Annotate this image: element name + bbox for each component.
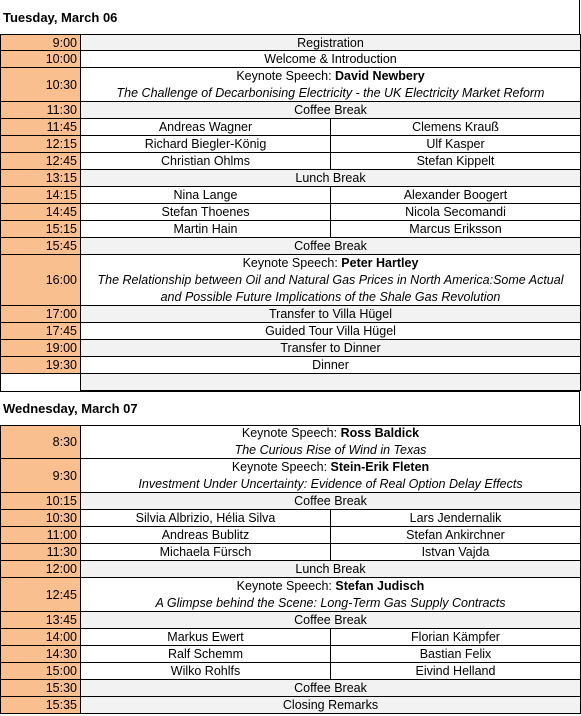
spacer-row — [0, 374, 581, 391]
time-cell: 15:30 — [0, 680, 81, 697]
keynote-speaker: David Newbery — [335, 68, 425, 83]
keynote-speaker: Stein-Erik Fleten — [330, 459, 430, 474]
session-left: Andreas Wagner — [81, 119, 331, 135]
session-right: Istvan Vajda — [421, 545, 490, 559]
time-cell: 13:45 — [0, 612, 81, 629]
session-right: Lars Jendernalik — [409, 511, 502, 525]
session-left: Markus Ewert — [81, 629, 331, 645]
event-cell: Coffee Break — [81, 680, 581, 697]
event-cell: Registration — [81, 34, 581, 51]
time-cell: 14:00 — [0, 629, 81, 646]
schedule-row — [0, 119, 581, 136]
time-cell: 12:45 — [0, 578, 81, 612]
schedule-row — [0, 170, 581, 187]
parallel-sessions — [81, 119, 581, 136]
keynote-block — [138, 459, 522, 493]
keynote-cell — [81, 578, 581, 612]
time-cell: 10:15 — [0, 493, 81, 510]
session-right: Florian Kämpfer — [411, 630, 500, 644]
keynote-line — [243, 255, 419, 272]
keynote-prefix: Keynote Speech: — [241, 426, 338, 440]
keynote-block — [156, 578, 506, 612]
keynote-cell — [81, 459, 581, 493]
keynote-title: A Glimpse behind the Scene: Long-Term Gas Supply Contracts — [155, 595, 506, 610]
time-cell: 12:45 — [0, 153, 81, 170]
keynote-prefix: Keynote Speech: — [242, 255, 338, 270]
event-cell: Coffee Break — [81, 612, 581, 629]
time-cell: 9:30 — [0, 459, 81, 493]
time-cell: 11:30 — [0, 544, 81, 561]
keynote-cell — [81, 68, 581, 102]
parallel-sessions — [81, 663, 581, 680]
schedule-row — [0, 187, 581, 204]
keynote-line — [237, 578, 425, 595]
session-right: Marcus Eriksson — [409, 222, 502, 236]
time-cell: 17:00 — [0, 306, 81, 323]
session-right: Bastian Felix — [419, 647, 492, 661]
parallel-sessions — [81, 646, 581, 663]
schedule-row — [0, 663, 581, 680]
schedule-row — [0, 612, 581, 629]
time-cell: 14:15 — [0, 187, 81, 204]
keynote-title-line2: and Possible Future Implications of the Shale Gas Revolution — [160, 289, 501, 304]
keynote-line — [236, 68, 424, 85]
keynote-prefix: Keynote Speech: — [236, 68, 332, 83]
schedule-row — [0, 680, 581, 697]
keynote-block — [235, 425, 427, 459]
keynote-prefix: Keynote Speech: — [231, 459, 328, 474]
session-left: Wilko Rohlfs — [81, 663, 331, 679]
event-cell: Guided Tour Villa Hügel — [81, 323, 581, 340]
session-pair — [81, 629, 580, 645]
time-cell: 10:30 — [0, 510, 81, 527]
schedule-row — [0, 323, 581, 340]
keynote-block — [98, 255, 564, 306]
session-right: Clemens Krauß — [412, 120, 499, 134]
session-right: Alexander Boogert — [403, 188, 508, 202]
time-cell: 14:30 — [0, 646, 81, 663]
session-right: Eivind Helland — [415, 664, 496, 678]
schedule-row — [0, 629, 581, 646]
keynote-speaker: Ross Baldick — [340, 426, 420, 440]
time-cell: 13:15 — [0, 170, 81, 187]
time-cell: 10:30 — [0, 68, 81, 102]
time-cell: 15:00 — [0, 663, 81, 680]
parallel-sessions — [81, 187, 581, 204]
keynote-cell — [81, 425, 581, 459]
session-pair — [81, 119, 580, 135]
time-cell: 17:45 — [0, 323, 81, 340]
keynote-title-line1: The Relationship between Oil and Natural Gas Prices in North America:Some Actual — [97, 272, 564, 287]
session-left: Richard Biegler-König — [81, 136, 331, 152]
parallel-sessions — [81, 510, 581, 527]
time-cell: 14:45 — [0, 204, 81, 221]
event-cell: Coffee Break — [81, 102, 581, 119]
session-left: Christian Ohlms — [81, 153, 331, 169]
session-pair — [81, 204, 580, 220]
session-right: Stefan Kippelt — [416, 154, 495, 168]
session-right: Ulf Kasper — [426, 137, 485, 151]
schedule-row — [0, 34, 581, 51]
session-left: Silvia Albrizio, Hélia Silva — [81, 510, 331, 526]
keynote-prefix: Keynote Speech: — [236, 578, 332, 593]
time-cell: 12:15 — [0, 136, 81, 153]
event-cell: Coffee Break — [81, 238, 581, 255]
day-title: Tuesday, March 06 — [0, 0, 580, 34]
time-cell: 10:00 — [0, 51, 81, 68]
keynote-title: The Curious Rise of Wind in Texas — [234, 443, 427, 457]
parallel-sessions — [81, 527, 581, 544]
parallel-sessions — [81, 153, 581, 170]
parallel-sessions — [81, 136, 581, 153]
keynote-block — [117, 68, 545, 102]
day-title: Wednesday, March 07 — [0, 391, 580, 425]
keynote-line — [232, 459, 429, 476]
schedule-row — [0, 544, 581, 561]
schedule-row — [0, 527, 581, 544]
time-cell: 11:45 — [0, 119, 81, 136]
schedule-row — [0, 255, 581, 306]
event-cell: Transfer to Dinner — [81, 340, 581, 357]
schedule-row — [0, 136, 581, 153]
schedule-row — [0, 425, 581, 459]
session-right: Nicola Secomandi — [405, 205, 506, 219]
keynote-cell — [81, 255, 581, 306]
time-cell: 15:45 — [0, 238, 81, 255]
schedule-row — [0, 306, 581, 323]
session-left: Andreas Bublitz — [81, 527, 331, 543]
time-cell: 19:30 — [0, 357, 81, 374]
event-cell: Lunch Break — [81, 170, 581, 187]
event-cell: Lunch Break — [81, 561, 581, 578]
session-pair — [81, 663, 580, 679]
parallel-sessions — [81, 204, 581, 221]
schedule-row — [0, 561, 581, 578]
time-cell: 16:00 — [0, 255, 81, 306]
schedule-row — [0, 102, 581, 119]
time-cell: 19:00 — [0, 340, 81, 357]
schedule-row — [0, 68, 581, 102]
schedule-row — [0, 459, 581, 493]
schedule-row — [0, 340, 581, 357]
schedule-row — [0, 357, 581, 374]
keynote-speaker: Peter Hartley — [341, 255, 419, 270]
schedule-row — [0, 238, 581, 255]
event-cell: Coffee Break — [81, 493, 581, 510]
time-cell: 9:00 — [0, 34, 81, 51]
schedule-row — [0, 221, 581, 238]
schedule-row — [0, 51, 581, 68]
parallel-sessions — [81, 544, 581, 561]
spacer-content — [81, 374, 581, 391]
keynote-line — [242, 425, 419, 442]
session-left: Ralf Schemm — [81, 646, 331, 662]
time-cell: 15:35 — [0, 697, 81, 714]
spacer-time — [0, 374, 81, 391]
schedule-row — [0, 510, 581, 527]
schedule-row — [0, 697, 581, 714]
time-cell: 11:00 — [0, 527, 81, 544]
session-pair — [81, 153, 580, 169]
time-cell: 12:00 — [0, 561, 81, 578]
session-pair — [81, 136, 580, 152]
time-cell: 8:30 — [0, 425, 81, 459]
schedule-row — [0, 493, 581, 510]
session-left: Michaela Fürsch — [81, 544, 331, 560]
keynote-title: The Challenge of Decarbonising Electricity - the UK Electricity Market Reform — [116, 85, 545, 100]
session-left: Nina Lange — [81, 187, 331, 203]
schedule-row — [0, 153, 581, 170]
event-cell: Welcome & Introduction — [81, 51, 581, 68]
session-left: Martin Hain — [81, 221, 331, 237]
event-cell: Transfer to Villa Hügel — [81, 306, 581, 323]
session-pair — [81, 187, 580, 203]
parallel-sessions — [81, 221, 581, 238]
schedule-row — [0, 578, 581, 612]
time-cell: 11:30 — [0, 102, 81, 119]
session-left: Stefan Thoenes — [81, 204, 331, 220]
event-cell: Closing Remarks — [81, 697, 581, 714]
keynote-title: Investment Under Uncertainty: Evidence of Real Option Delay Effects — [138, 476, 523, 491]
schedule-row — [0, 646, 581, 663]
session-right: Stefan Ankirchner — [406, 528, 505, 542]
session-pair — [81, 527, 580, 543]
event-cell: Dinner — [81, 357, 581, 374]
session-pair — [81, 544, 580, 560]
session-pair — [81, 646, 580, 662]
schedule-row — [0, 204, 581, 221]
parallel-sessions — [81, 629, 581, 646]
session-pair — [81, 510, 580, 526]
time-cell: 15:15 — [0, 221, 81, 238]
session-pair — [81, 221, 580, 237]
keynote-speaker: Stefan Judisch — [335, 578, 425, 593]
